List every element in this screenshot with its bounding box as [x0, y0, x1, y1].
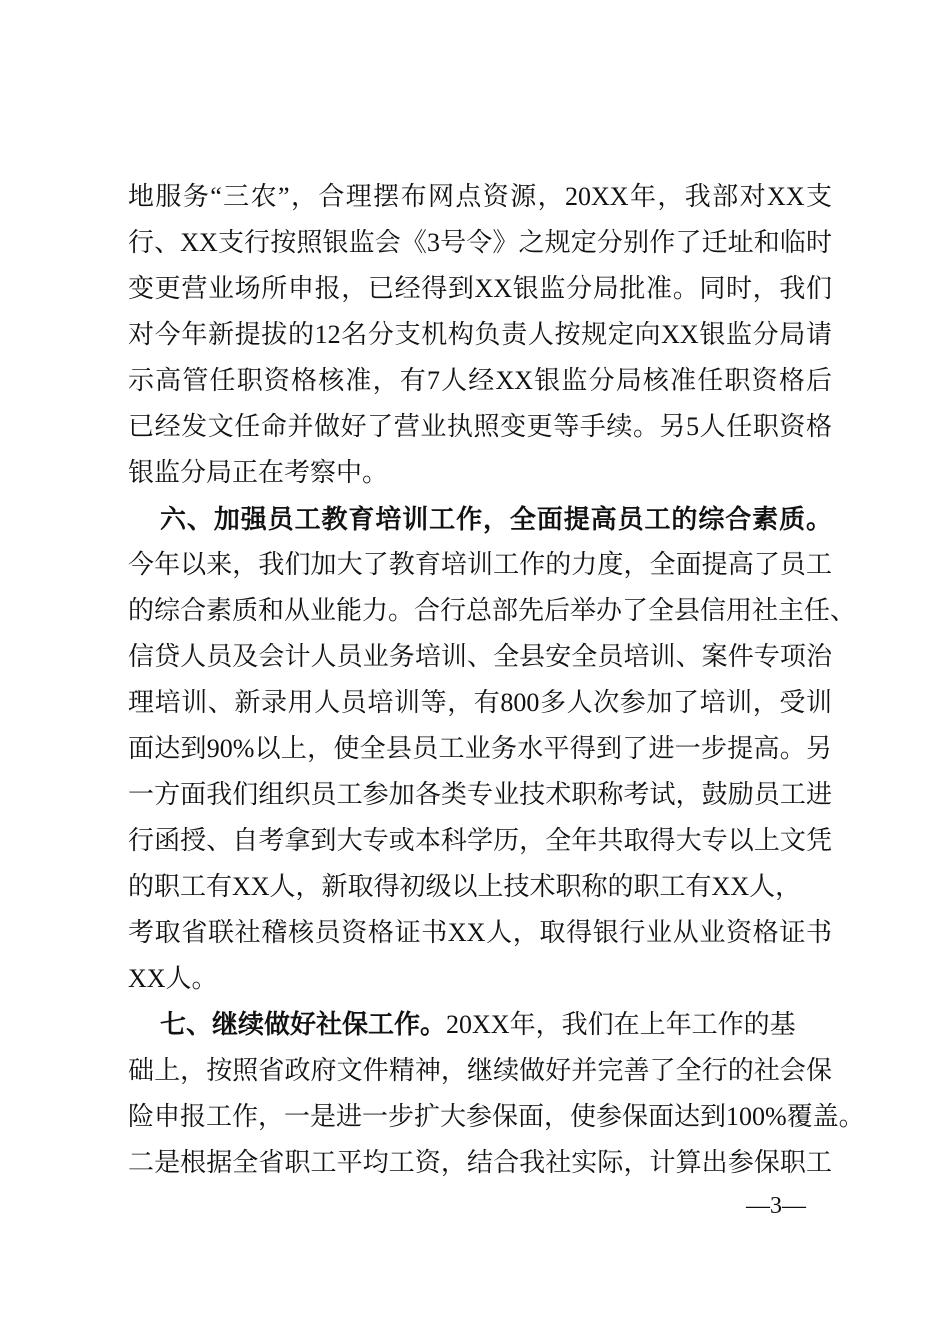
text-line: XX人。 [128, 964, 218, 993]
text-line: 地服务“三农”，合理摆布网点资源，20XX年，我部对XX支 [128, 182, 832, 211]
text-line: 二是根据全省职工平均工资，结合我社实际，计算出参保职工 [128, 1148, 832, 1177]
text-line: 今年以来，我们加大了教育培训工作的力度，全面提高了员工 [128, 550, 832, 579]
text-line: 已经发文任命并做好了营业执照变更等手续。另5人任职资格 [128, 412, 832, 441]
text-line: 银监分局正在考察中。 [128, 458, 389, 487]
text-line: 一方面我们组织员工参加各类专业技术职称考试，鼓励员工进 [128, 780, 832, 809]
text-line: 考取省联社稽核员资格证书XX人，取得银行业从业资格证书 [128, 918, 832, 947]
text-line: 理培训、新录用人员培训等，有800多人次参加了培训，受训 [128, 688, 832, 717]
section-heading-7: 七、继续做好社保工作。 [160, 1010, 447, 1040]
text-line: 的综合素质和从业能力。合行总部先后举办了全县信用社主任、 [128, 596, 857, 625]
text-line: 险申报工作，一是进一步扩大参保面，使参保面达到100%覆盖。 [128, 1102, 865, 1131]
text-line: 的职工有XX人，新取得初级以上技术职称的职工有XX人， [128, 872, 802, 901]
text-line: 础上，按照省政府文件精神，继续做好并完善了全行的社会保 [128, 1056, 832, 1085]
text-run: 20XX年，我们在上年工作的基 [446, 1010, 796, 1039]
text-line: 行函授、自考拿到大专或本科学历，全年共取得大专以上文凭 [128, 826, 832, 855]
text-line: 信贷人员及会计人员业务培训、全县安全员培训、案件专项治 [128, 642, 832, 671]
page-number: —3— [746, 1193, 806, 1219]
text-line: 变更营业场所申报，已经得到XX银监分局批准。同时，我们 [128, 274, 832, 303]
section-heading-7-line [160, 1002, 832, 1048]
text-line: 对今年新提拔的12名分支机构负责人按规定向XX银监分局请 [128, 320, 832, 349]
text-line: 示高管任职资格核准，有7人经XX银监分局核准任职资格后 [128, 366, 832, 395]
section-heading-6: 六、加强员工教育培训工作，全面提高员工的综合素质。 [160, 505, 832, 535]
text-line: 面达到90%以上，使全县员工业务水平得到了进一步提高。另 [128, 734, 832, 763]
text-line: 行、XX支行按照银监会《3号令》之规定分别作了迁址和临时 [128, 228, 832, 257]
